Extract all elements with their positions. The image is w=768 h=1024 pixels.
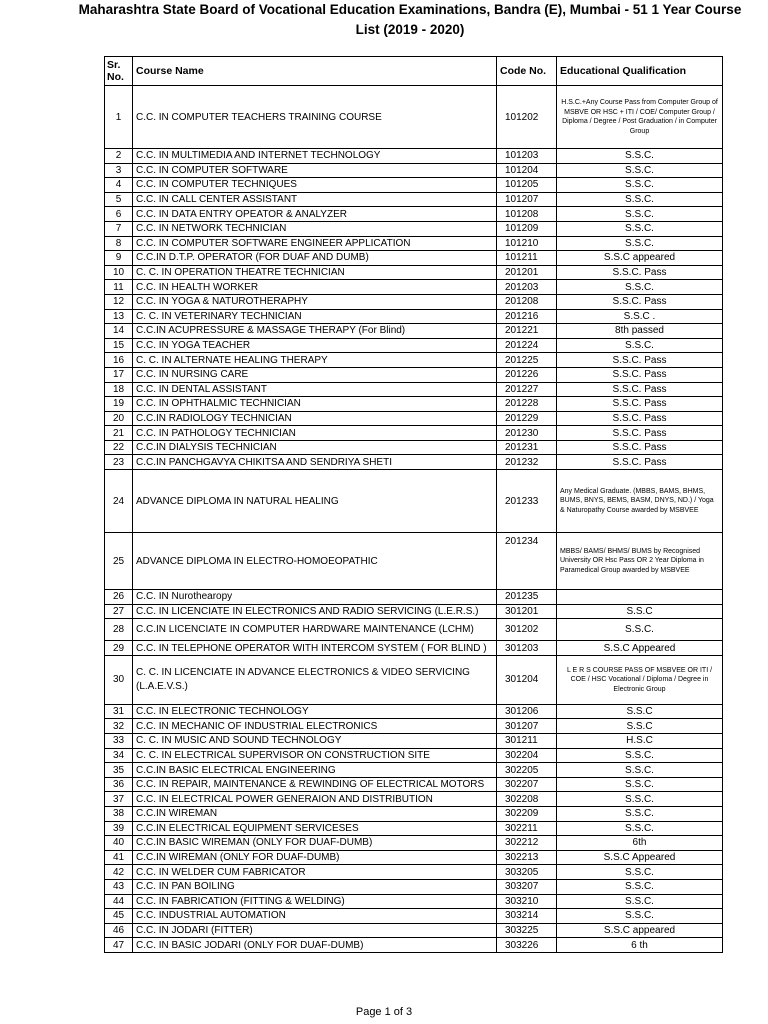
row-code-cell: 201231 bbox=[497, 440, 557, 455]
row-code-cell: 101203 bbox=[497, 149, 557, 164]
table-row bbox=[105, 704, 723, 719]
table-row bbox=[105, 324, 723, 339]
row-course-cell: C.C. IN DATA ENTRY OPEATOR & ANALYZER bbox=[133, 207, 497, 222]
row-qualification-cell: S.S.C. Pass bbox=[557, 265, 723, 280]
row-code-cell: 302212 bbox=[497, 836, 557, 851]
row-code-cell: 302209 bbox=[497, 807, 557, 822]
row-code-cell: 101202 bbox=[497, 86, 557, 149]
table-row bbox=[105, 426, 723, 441]
document-title bbox=[60, 0, 760, 40]
table-row bbox=[105, 879, 723, 894]
table-row bbox=[105, 382, 723, 397]
table-row bbox=[105, 734, 723, 749]
row-sr-cell: 43 bbox=[105, 879, 133, 894]
row-code-cell: 201224 bbox=[497, 338, 557, 353]
row-sr-cell: 14 bbox=[105, 324, 133, 339]
row-code-cell: 201232 bbox=[497, 455, 557, 470]
row-qualification-cell: S.S.C. Pass bbox=[557, 382, 723, 397]
table-row bbox=[105, 265, 723, 280]
row-course-cell: C.C. IN COMPUTER SOFTWARE bbox=[133, 163, 497, 178]
row-code-cell: 303214 bbox=[497, 909, 557, 924]
row-sr-cell: 20 bbox=[105, 411, 133, 426]
row-qualification-cell: S.S.C. Pass bbox=[557, 440, 723, 455]
row-course-cell: C.C. IN YOGA TEACHER bbox=[133, 338, 497, 353]
column-header-course: Course Name bbox=[133, 57, 497, 86]
row-sr-cell: 18 bbox=[105, 382, 133, 397]
row-sr-cell: 8 bbox=[105, 236, 133, 251]
row-course-cell: C.C.IN PANCHGAVYA CHIKITSA AND SENDRIYA SHETI bbox=[133, 455, 497, 470]
row-sr-cell: 24 bbox=[105, 470, 133, 533]
row-qualification-cell: S.S.C Appeared bbox=[557, 850, 723, 865]
row-qualification-cell: S.S.C. bbox=[557, 192, 723, 207]
row-code-cell: 201208 bbox=[497, 294, 557, 309]
row-course-cell: C.C. IN WELDER CUM FABRICATOR bbox=[133, 865, 497, 880]
title-line-2: List (2019 - 2020) bbox=[355, 22, 465, 37]
row-sr-cell: 6 bbox=[105, 207, 133, 222]
table-row bbox=[105, 619, 723, 641]
row-code-cell: 201233 bbox=[497, 470, 557, 533]
row-code-cell: 101205 bbox=[497, 178, 557, 193]
row-course-cell: C.C. IN ELECTRONIC TECHNOLOGY bbox=[133, 704, 497, 719]
table-row bbox=[105, 221, 723, 236]
row-qualification-cell: S.S.C bbox=[557, 719, 723, 734]
row-code-cell: 303225 bbox=[497, 923, 557, 938]
row-sr-cell: 37 bbox=[105, 792, 133, 807]
row-code-cell: 201221 bbox=[497, 324, 557, 339]
row-sr-cell: 17 bbox=[105, 367, 133, 382]
table-row bbox=[105, 178, 723, 193]
column-header-sr: Sr. No. bbox=[105, 57, 133, 86]
row-course-cell: C. C. IN OPERATION THEATRE TECHNICIAN bbox=[133, 265, 497, 280]
column-header-code: Code No. bbox=[497, 57, 557, 86]
row-sr-cell: 42 bbox=[105, 865, 133, 880]
row-code-cell: 201225 bbox=[497, 353, 557, 368]
row-qualification-cell: MBBS/ BAMS/ BHMS/ BUMS by Recognised University OR Hsc Pass OR 2 Year Diploma in Paramedical Group awarded by MSBVEE bbox=[557, 533, 723, 590]
row-course-cell: C. C. IN MUSIC AND SOUND TECHNOLOGY bbox=[133, 734, 497, 749]
row-course-cell: C.C.IN DIALYSIS TECHNICIAN bbox=[133, 440, 497, 455]
row-qualification-cell: S.S.C. bbox=[557, 149, 723, 164]
row-qualification-cell: S.S.C. bbox=[557, 207, 723, 222]
row-sr-cell: 21 bbox=[105, 426, 133, 441]
row-code-cell: 301211 bbox=[497, 734, 557, 749]
row-qualification-cell: Any Medical Graduate. (MBBS, BAMS, BHMS, BUMS, BNYS, BEMS, BASM, DNYS, ND.) / Yoga & Naturopathy Course awarded by MSBVEE bbox=[557, 470, 723, 533]
row-qualification-cell: S.S.C. bbox=[557, 879, 723, 894]
row-qualification-cell: S.S.C. Pass bbox=[557, 294, 723, 309]
row-course-cell: C.C.IN BASIC ELECTRICAL ENGINEERING bbox=[133, 763, 497, 778]
row-sr-cell: 33 bbox=[105, 734, 133, 749]
row-code-cell: 101204 bbox=[497, 163, 557, 178]
table-row bbox=[105, 777, 723, 792]
row-code-cell: 301204 bbox=[497, 655, 557, 704]
row-sr-cell: 28 bbox=[105, 619, 133, 641]
row-course-cell: C.C. IN REPAIR, MAINTENANCE & REWINDING OF ELECTRICAL MOTORS bbox=[133, 777, 497, 792]
row-qualification-cell: S.S.C. bbox=[557, 792, 723, 807]
row-course-cell: C. C. IN LICENCIATE IN ADVANCE ELECTRONICS & VIDEO SERVICING (L.A.E.V.S.) bbox=[133, 655, 497, 704]
row-sr-cell: 40 bbox=[105, 836, 133, 851]
table-row bbox=[105, 207, 723, 222]
row-qualification-cell: S.S.C. bbox=[557, 280, 723, 295]
row-qualification-cell: S.S.C appeared bbox=[557, 251, 723, 266]
row-code-cell: 201228 bbox=[497, 397, 557, 412]
row-code-cell: 101210 bbox=[497, 236, 557, 251]
table-row bbox=[105, 397, 723, 412]
table-row bbox=[105, 938, 723, 953]
row-sr-cell: 47 bbox=[105, 938, 133, 953]
row-sr-cell: 1 bbox=[105, 86, 133, 149]
row-sr-cell: 4 bbox=[105, 178, 133, 193]
row-qualification-cell: L E R S COURSE PASS OF MSBVEE OR ITI / COE / HSC Vocational / Diploma / Degree in Electronic Group bbox=[557, 655, 723, 704]
row-course-cell: C.C.IN BASIC WIREMAN (ONLY FOR DUAF-DUMB) bbox=[133, 836, 497, 851]
row-qualification-cell: S.S.C appeared bbox=[557, 923, 723, 938]
table-row bbox=[105, 807, 723, 822]
row-sr-cell: 45 bbox=[105, 909, 133, 924]
table-row bbox=[105, 455, 723, 470]
row-sr-cell: 30 bbox=[105, 655, 133, 704]
row-qualification-cell: S.S.C . bbox=[557, 309, 723, 324]
row-sr-cell: 22 bbox=[105, 440, 133, 455]
row-code-cell: 301203 bbox=[497, 641, 557, 656]
row-qualification-cell: H.S.C.+Any Course Pass from Computer Group of MSBVE OR HSC + ITI / COE/ Computer Group / Diploma / Degree / Post Graduation / in Computer Group bbox=[557, 86, 723, 149]
row-code-cell: 201201 bbox=[497, 265, 557, 280]
row-code-cell: 302213 bbox=[497, 850, 557, 865]
row-course-cell: C.C. IN MECHANIC OF INDUSTRIAL ELECTRONICS bbox=[133, 719, 497, 734]
table-row bbox=[105, 309, 723, 324]
row-qualification-cell: S.S.C. Pass bbox=[557, 426, 723, 441]
row-course-cell: C.C.IN D.T.P. OPERATOR (FOR DUAF AND DUMB) bbox=[133, 251, 497, 266]
row-qualification-cell: S.S.C. bbox=[557, 821, 723, 836]
row-qualification-cell: S.S.C. bbox=[557, 178, 723, 193]
row-qualification-cell bbox=[557, 590, 723, 605]
table-row bbox=[105, 149, 723, 164]
row-sr-cell: 19 bbox=[105, 397, 133, 412]
row-qualification-cell: S.S.C. bbox=[557, 748, 723, 763]
row-course-cell: C.C. IN DENTAL ASSISTANT bbox=[133, 382, 497, 397]
row-course-cell: C.C. IN ELECTRICAL POWER GENERAION AND DISTRIBUTION bbox=[133, 792, 497, 807]
row-qualification-cell: S.S.C. Pass bbox=[557, 353, 723, 368]
table-row bbox=[105, 836, 723, 851]
table-row bbox=[105, 86, 723, 149]
row-sr-cell: 9 bbox=[105, 251, 133, 266]
row-code-cell: 302207 bbox=[497, 777, 557, 792]
table-row bbox=[105, 865, 723, 880]
table-row bbox=[105, 294, 723, 309]
row-course-cell: C.C. IN NURSING CARE bbox=[133, 367, 497, 382]
row-qualification-cell: 6 th bbox=[557, 938, 723, 953]
row-course-cell: C.C.IN RADIOLOGY TECHNICIAN bbox=[133, 411, 497, 426]
row-code-cell: 302205 bbox=[497, 763, 557, 778]
row-sr-cell: 5 bbox=[105, 192, 133, 207]
course-table bbox=[104, 56, 723, 953]
row-course-cell: C. C. IN ALTERNATE HEALING THERAPY bbox=[133, 353, 497, 368]
row-course-cell: C.C. IN MULTIMEDIA AND INTERNET TECHNOLOGY bbox=[133, 149, 497, 164]
row-course-cell: C.C.IN LICENCIATE IN COMPUTER HARDWARE MAINTENANCE (LCHM) bbox=[133, 619, 497, 641]
row-code-cell: 302204 bbox=[497, 748, 557, 763]
row-qualification-cell: S.S.C. Pass bbox=[557, 367, 723, 382]
page-number: Page 1 of 3 bbox=[355, 1006, 413, 1018]
row-sr-cell: 12 bbox=[105, 294, 133, 309]
row-code-cell: 303226 bbox=[497, 938, 557, 953]
row-sr-cell: 11 bbox=[105, 280, 133, 295]
table-row bbox=[105, 367, 723, 382]
row-code-cell: 301201 bbox=[497, 604, 557, 619]
row-sr-cell: 31 bbox=[105, 704, 133, 719]
row-course-cell: ADVANCE DIPLOMA IN ELECTRO-HOMOEOPATHIC bbox=[133, 533, 497, 590]
row-code-cell: 303207 bbox=[497, 879, 557, 894]
row-sr-cell: 29 bbox=[105, 641, 133, 656]
table-row bbox=[105, 440, 723, 455]
row-sr-cell: 7 bbox=[105, 221, 133, 236]
row-course-cell: C.C. INDUSTRIAL AUTOMATION bbox=[133, 909, 497, 924]
row-code-cell: 201229 bbox=[497, 411, 557, 426]
row-sr-cell: 46 bbox=[105, 923, 133, 938]
row-course-cell: C.C. IN PAN BOILING bbox=[133, 879, 497, 894]
table-row bbox=[105, 748, 723, 763]
row-sr-cell: 15 bbox=[105, 338, 133, 353]
row-course-cell: C.C. IN BASIC JODARI (ONLY FOR DUAF-DUMB) bbox=[133, 938, 497, 953]
row-course-cell: C.C. IN OPHTHALMIC TECHNICIAN bbox=[133, 397, 497, 412]
row-code-cell: 303210 bbox=[497, 894, 557, 909]
row-code-cell: 201203 bbox=[497, 280, 557, 295]
row-qualification-cell: S.S.C. Pass bbox=[557, 455, 723, 470]
row-sr-cell: 26 bbox=[105, 590, 133, 605]
row-qualification-cell: 6th bbox=[557, 836, 723, 851]
row-qualification-cell: S.S.C Appeared bbox=[557, 641, 723, 656]
row-code-cell: 301206 bbox=[497, 704, 557, 719]
row-code-cell: 301207 bbox=[497, 719, 557, 734]
table-row bbox=[105, 236, 723, 251]
row-sr-cell: 13 bbox=[105, 309, 133, 324]
table-row bbox=[105, 763, 723, 778]
row-code-cell: 201216 bbox=[497, 309, 557, 324]
table-row bbox=[105, 909, 723, 924]
row-code-cell: 201227 bbox=[497, 382, 557, 397]
row-course-cell: C.C. IN TELEPHONE OPERATOR WITH INTERCOM SYSTEM ( FOR BLIND ) bbox=[133, 641, 497, 656]
row-sr-cell: 10 bbox=[105, 265, 133, 280]
row-code-cell: 302208 bbox=[497, 792, 557, 807]
row-qualification-cell: S.S.C bbox=[557, 704, 723, 719]
row-code-cell: 201235 bbox=[497, 590, 557, 605]
table-row bbox=[105, 821, 723, 836]
row-course-cell: C.C. IN COMPUTER TECHNIQUES bbox=[133, 178, 497, 193]
row-code-cell: 303205 bbox=[497, 865, 557, 880]
row-sr-cell: 3 bbox=[105, 163, 133, 178]
row-qualification-cell: S.S.C. bbox=[557, 236, 723, 251]
row-sr-cell: 27 bbox=[105, 604, 133, 619]
row-sr-cell: 23 bbox=[105, 455, 133, 470]
table-row bbox=[105, 280, 723, 295]
row-code-cell: 201226 bbox=[497, 367, 557, 382]
row-course-cell: C.C.IN WIREMAN bbox=[133, 807, 497, 822]
row-course-cell: C.C. IN FABRICATION (FITTING & WELDING) bbox=[133, 894, 497, 909]
title-line-1: Maharashtra State Board of Vocational Education Examinations, Bandra (E), Mumbai - 51 1 Year Course bbox=[78, 2, 742, 17]
table-row bbox=[105, 533, 723, 590]
row-course-cell: C.C. IN LICENCIATE IN ELECTRONICS AND RADIO SERVICING (L.E.R.S.) bbox=[133, 604, 497, 619]
row-sr-cell: 35 bbox=[105, 763, 133, 778]
row-sr-cell: 41 bbox=[105, 850, 133, 865]
row-course-cell: C.C. IN NETWORK TECHNICIAN bbox=[133, 221, 497, 236]
table-row bbox=[105, 604, 723, 619]
table-row bbox=[105, 792, 723, 807]
row-code-cell: 302211 bbox=[497, 821, 557, 836]
table-row bbox=[105, 590, 723, 605]
row-course-cell: C.C.IN ACUPRESSURE & MASSAGE THERAPY (For Blind) bbox=[133, 324, 497, 339]
row-sr-cell: 16 bbox=[105, 353, 133, 368]
row-qualification-cell: S.S.C bbox=[557, 604, 723, 619]
row-qualification-cell: S.S.C. bbox=[557, 894, 723, 909]
row-code-cell: 201230 bbox=[497, 426, 557, 441]
row-qualification-cell: S.S.C. bbox=[557, 865, 723, 880]
row-qualification-cell: S.S.C. bbox=[557, 777, 723, 792]
row-course-cell: C.C. IN Nurothearopy bbox=[133, 590, 497, 605]
table-row bbox=[105, 850, 723, 865]
row-qualification-cell: S.S.C. bbox=[557, 807, 723, 822]
row-qualification-cell: S.S.C. bbox=[557, 909, 723, 924]
row-sr-cell: 44 bbox=[105, 894, 133, 909]
row-qualification-cell: S.S.C. bbox=[557, 338, 723, 353]
table-row bbox=[105, 655, 723, 704]
row-course-cell: ADVANCE DIPLOMA IN NATURAL HEALING bbox=[133, 470, 497, 533]
table-row bbox=[105, 923, 723, 938]
row-sr-cell: 34 bbox=[105, 748, 133, 763]
row-qualification-cell: S.S.C. Pass bbox=[557, 397, 723, 412]
table-row bbox=[105, 719, 723, 734]
row-sr-cell: 32 bbox=[105, 719, 133, 734]
table-row bbox=[105, 470, 723, 533]
row-course-cell: C.C.IN ELECTRICAL EQUIPMENT SERVICESES bbox=[133, 821, 497, 836]
table-row bbox=[105, 192, 723, 207]
table-row bbox=[105, 338, 723, 353]
row-qualification-cell: S.S.C. bbox=[557, 221, 723, 236]
table-row bbox=[105, 353, 723, 368]
row-qualification-cell: S.S.C. bbox=[557, 619, 723, 641]
row-code-cell: 101208 bbox=[497, 207, 557, 222]
row-course-cell: C.C. IN COMPUTER TEACHERS TRAINING COURSE bbox=[133, 86, 497, 149]
table-row bbox=[105, 641, 723, 656]
row-qualification-cell: H.S.C bbox=[557, 734, 723, 749]
row-code-cell: 201234 bbox=[497, 533, 557, 590]
table-row bbox=[105, 251, 723, 266]
column-header-qualification: Educational Qualification bbox=[557, 57, 723, 86]
row-course-cell: C.C. IN YOGA & NATUROTHERAPHY bbox=[133, 294, 497, 309]
table-row bbox=[105, 163, 723, 178]
row-course-cell: C.C. IN COMPUTER SOFTWARE ENGINEER APPLICATION bbox=[133, 236, 497, 251]
row-qualification-cell: S.S.C. bbox=[557, 163, 723, 178]
row-course-cell: C. C. IN VETERINARY TECHNICIAN bbox=[133, 309, 497, 324]
row-qualification-cell: 8th passed bbox=[557, 324, 723, 339]
row-course-cell: C.C.IN WIREMAN (ONLY FOR DUAF-DUMB) bbox=[133, 850, 497, 865]
row-sr-cell: 38 bbox=[105, 807, 133, 822]
table-row bbox=[105, 894, 723, 909]
row-code-cell: 101207 bbox=[497, 192, 557, 207]
row-qualification-cell: S.S.C. Pass bbox=[557, 411, 723, 426]
table-row bbox=[105, 411, 723, 426]
row-code-cell: 101209 bbox=[497, 221, 557, 236]
row-code-cell: 101211 bbox=[497, 251, 557, 266]
row-code-cell: 301202 bbox=[497, 619, 557, 641]
row-course-cell: C.C. IN HEALTH WORKER bbox=[133, 280, 497, 295]
row-sr-cell: 39 bbox=[105, 821, 133, 836]
row-course-cell: C. C. IN ELECTRICAL SUPERVISOR ON CONSTRUCTION SITE bbox=[133, 748, 497, 763]
row-course-cell: C.C. IN CALL CENTER ASSISTANT bbox=[133, 192, 497, 207]
row-sr-cell: 2 bbox=[105, 149, 133, 164]
row-sr-cell: 25 bbox=[105, 533, 133, 590]
row-course-cell: C.C. IN PATHOLOGY TECHNICIAN bbox=[133, 426, 497, 441]
table-header-row bbox=[105, 57, 723, 86]
row-sr-cell: 36 bbox=[105, 777, 133, 792]
row-course-cell: C.C. IN JODARI (FITTER) bbox=[133, 923, 497, 938]
row-qualification-cell: S.S.C. bbox=[557, 763, 723, 778]
